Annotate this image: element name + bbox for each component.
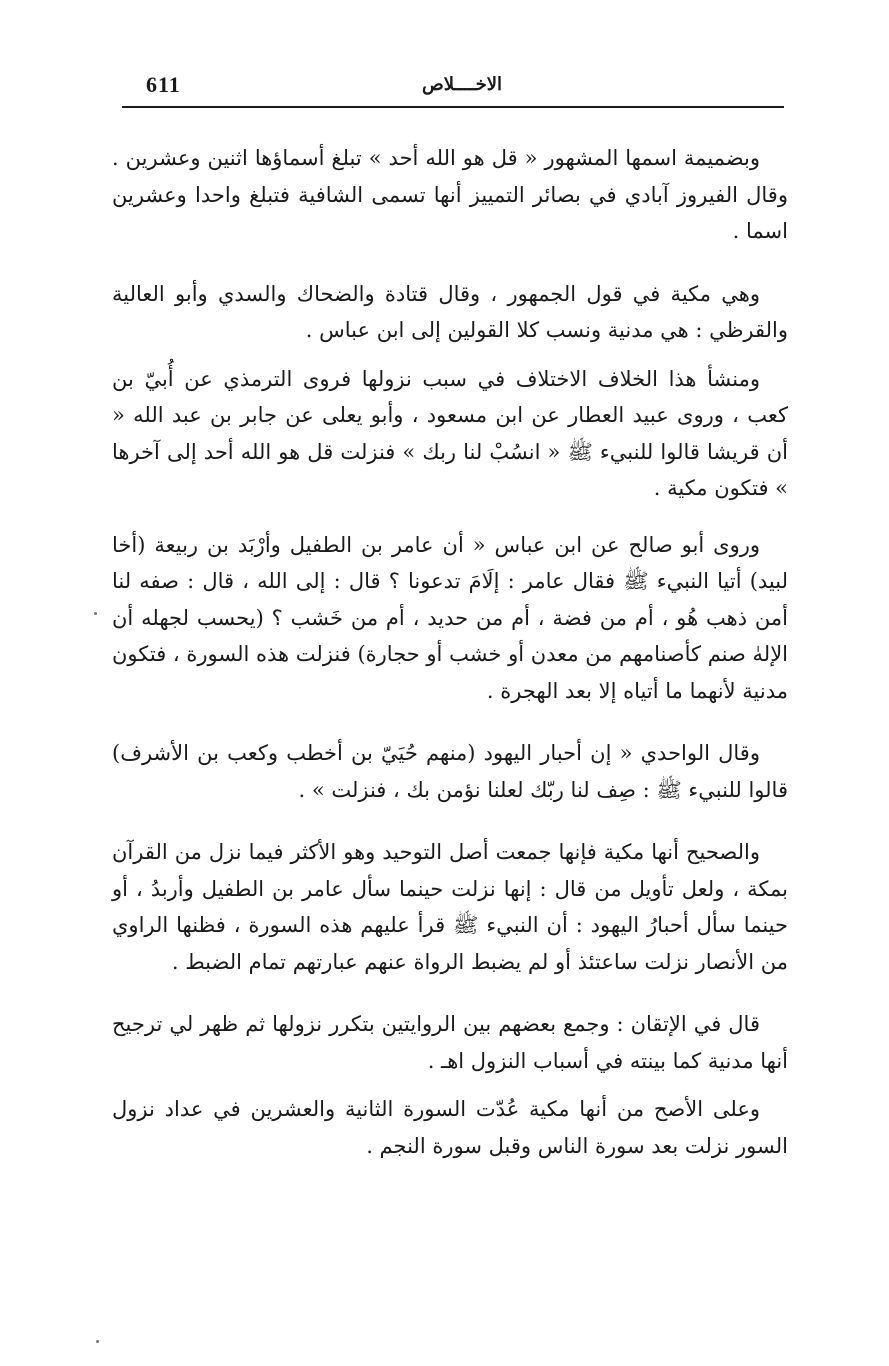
paragraph-itqan-quote: قال في الإتقان : وجمع بعضهم بين الروايتين بتكرر نزولها ثم ظهر لي ترجيح أنها مدنية كما بينته في أسباب النزول اهـ .: [112, 1012, 788, 1073]
page-header: [122, 66, 784, 110]
paragraph-revelation-order: وعلى الأصح من أنها مكية عُدّت السورة الثانية والعشرين في عداد نزول السور نزلت بعد سورة الناس وقبل سورة النجم .: [112, 1097, 788, 1158]
paragraph-wahidi-narration: وقال الواحدي « إن أحبار اليهود (منهم حُيَيّ بن أخطب وكعب بن الأشرف) قالوا للنبيء ﷺ : صِف لنا ربّك لعلنا نؤمن بك ، فنزلت » .: [112, 741, 788, 802]
scan-speck: [96, 1340, 99, 1343]
paragraph-abu-salih-narration: وروى أبو صالح عن ابن عباس « أن عامر بن الطفيل وأرْبَد بن ربيعة (أخا لبيد) أتيا النبيء ﷺ فقال عامر : إلَامَ تدعونا ؟ قال : إلى الله ، قال : صفه لنا أمن ذهب هُو ، أم من فضة ، أم من حديد ، أم من خَشب ؟ (يحسب لجهله أن الإلهٰ صنم كأصنامهم من معدن أو خشب أو حجارة) فنزلت هذه السورة ، فتكون مدنية لأنهما ما أتياه إلا بعد الهجرة .: [112, 532, 789, 703]
running-title: الاخــــلاص: [422, 74, 502, 95]
paragraph-makki-madani: وهي مكية في قول الجمهور ، وقال قتادة والضحاك والسدي وأبو العالية والقرظي : هي مدنية ونسب كلا القولين إلى ابن عباس .: [112, 281, 788, 342]
page-body: [112, 140, 788, 1164]
paragraph-names-count: وبضميمة اسمها المشهور « قل هو الله أحد » تبلغ أسماؤها اثنين وعشرين . وقال الفيروز آبادي في بصائر التمييز أنها تسمى الشافية فتبلغ واحدا وعشرين اسما .: [112, 146, 788, 243]
paragraph-correct-view: والصحيح أنها مكية فإنها جمعت أصل التوحيد وهو الأكثر فيما نزل من القرآن بمكة ، ولعل تأويل من قال : إنها نزلت حينما سأل عامر بن الطفيل وأربدُ ، أو حينما سأل أحبارُ اليهود : أن النبيء ﷺ قرأ عليهم هذه السورة ، فظنها الراوي من الأنصار نزلت ساعتئذ أو لم يضبط الرواة عنهم عبارتهم تمام الضبط .: [112, 840, 788, 974]
header-rule: [122, 106, 784, 108]
paragraph-origin-of-dispute: ومنشأ هذا الخلاف الاختلاف في سبب نزولها فروى الترمذي عن أُبيّ بن كعب ، وروى عبيد العطار عن ابن مسعود ، وأبو يعلى عن جابر بن عبد الله « أن قريشا قالوا للنبيء ﷺ « انسُبْ لنا ربك » فنزلت قل هو الله أحد إلى آخرها » فتكون مكية .: [112, 366, 788, 500]
scan-speck: [94, 612, 97, 615]
page-number: 611: [146, 72, 181, 97]
